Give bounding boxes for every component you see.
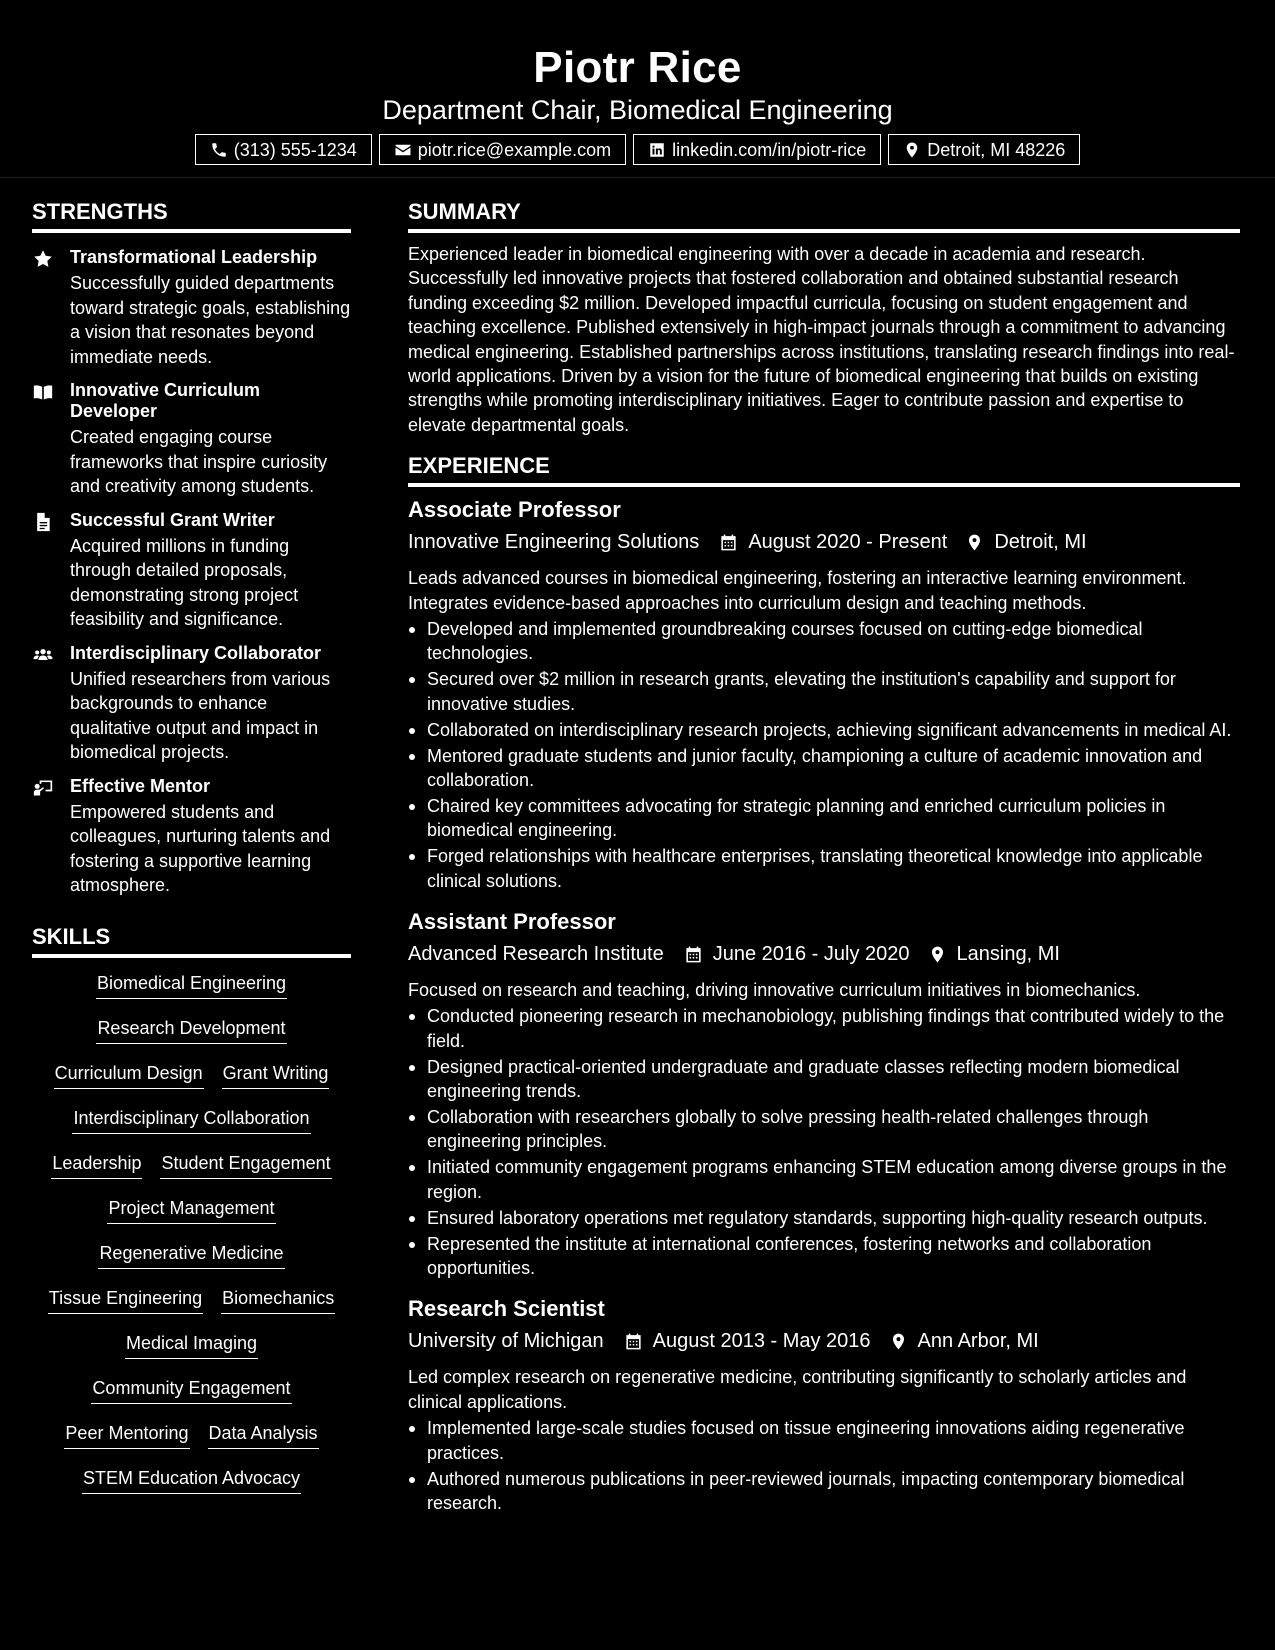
job-bullet: Represented the institute at international conferences, fostering networks and collaboration opportunities. [427, 1232, 1240, 1281]
calendar-icon [684, 945, 703, 964]
contact-phone[interactable] [195, 134, 372, 165]
right-column [408, 198, 1240, 1517]
job-title: Associate Professor [408, 497, 621, 523]
strength-title: Successful Grant Writer [70, 509, 275, 530]
contact-location[interactable] [888, 134, 1080, 165]
job-bullet: Authored numerous publications in peer-reviewed journals, impacting contemporary biomedical research. [427, 1467, 1240, 1516]
summary-text: Experienced leader in biomedical engineering with over a decade in academia and research. Successfully led innovative projects that fostered collaboration and obtained substantial research funding exceeding $2 million. Developed impactful curricula, focusing on student engagement and teaching excellence. Published extensively in high-impact journals through a commitment to advancing medical engineering. Established partnerships across institutions, translating research findings into real-world applications. Driven by a vision for the future of biomedical engineering that builds on existing strengths while promoting interdisciplinary initiatives. Eager to contribute passion and expertise to elevate departmental goals. [408, 244, 1235, 435]
chalkboard-teacher-icon [32, 778, 54, 798]
job-bullet: Collaboration with researchers globally to solve pressing health-related challenges through engineering principles. [427, 1105, 1240, 1154]
skill-row [32, 1017, 351, 1062]
skill-tag: Leadership [51, 1152, 142, 1179]
job-bullet: Conducted pioneering research in mechanobiology, publishing findings that contributed widely to the field. [427, 1004, 1240, 1053]
job-bullet: Designed practical-oriented undergraduate and graduate classes reflecting modern biomedical engineering trends. [427, 1055, 1240, 1104]
job-bullets [408, 617, 1240, 893]
contact-email-text: piotr.rice@example.com [417, 139, 612, 160]
experience-heading: EXPERIENCE [408, 452, 1240, 487]
job-bullet: Ensured laboratory operations met regulatory standards, supporting high-quality research outputs. [427, 1206, 1240, 1230]
candidate-headline: Department Chair, Biomedical Engineering [382, 95, 893, 125]
contact-phone-text: (313) 555-1234 [233, 139, 357, 160]
skill-tag: Project Management [107, 1197, 275, 1224]
job-bullet: Developed and implemented groundbreaking courses focused on cutting-edge biomedical technologies. [427, 617, 1240, 666]
job-meta [408, 1325, 1240, 1357]
skill-row [32, 1242, 351, 1287]
linkedin-icon [648, 141, 666, 159]
skills-list [32, 972, 351, 1512]
job-entry [408, 1294, 1240, 1515]
skill-row [32, 1107, 351, 1152]
strength-description: Acquired millions in funding through detailed proposals, demonstrating strong project feasibility and significance. [70, 535, 299, 629]
strength-description: Empowered students and colleagues, nurturing talents and fostering a supportive learning atmosphere. [70, 801, 331, 895]
job-bullet: Initiated community engagement programs enhancing STEM education among diverse groups in the region. [427, 1155, 1240, 1204]
map-pin-icon [889, 1332, 908, 1351]
strength-item [32, 380, 351, 499]
job-bullets [408, 1004, 1240, 1280]
job-location: Lansing, MI [956, 943, 1060, 966]
job-bullet: Chaired key committees advocating for strategic planning and enriched curriculum policies in biomedical engineering. [427, 794, 1240, 843]
job-location: Detroit, MI [994, 531, 1087, 554]
job-description: Led complex research on regenerative medicine, contributing significantly to scholarly articles and clinical applications. [408, 1367, 1187, 1412]
job-bullet: Forged relationships with healthcare enterprises, translating theoretical knowledge into applicable clinical solutions. [427, 844, 1240, 893]
map-pin-icon [903, 141, 921, 159]
job-bullet: Collaborated on interdisciplinary research projects, achieving significant advancements in medical AI. [427, 718, 1240, 742]
resume-header [0, 0, 1275, 178]
job-location: Ann Arbor, MI [917, 1330, 1039, 1353]
skill-tag: Student Engagement [160, 1152, 331, 1179]
strengths-list [32, 247, 351, 898]
skill-tag: Data Analysis [208, 1422, 319, 1449]
strength-description: Unified researchers from various backgrounds to enhance qualitative output and impact in biomedical projects. [70, 668, 331, 762]
skills-heading: SKILLS [32, 923, 351, 958]
skill-row [32, 972, 351, 1017]
job-meta [408, 526, 1240, 558]
phone-icon [210, 141, 228, 159]
job-bullet: Mentored graduate students and junior faculty, championing a culture of academic innovation and collaboration. [427, 744, 1240, 793]
strength-description: Successfully guided departments toward strategic goals, establishing a vision that resonates beyond immediate needs. [70, 273, 351, 367]
contact-location-text: Detroit, MI 48226 [927, 139, 1066, 160]
contact-linkedin[interactable] [633, 134, 881, 165]
strength-title: Interdisciplinary Collaborator [70, 642, 322, 663]
job-description: Leads advanced courses in biomedical engineering, fostering an interactive learning environment. Integrates evidence-based approaches into curriculum design and teaching methods. [408, 568, 1187, 613]
candidate-name: Piotr Rice [533, 43, 742, 92]
strength-title: Transformational Leadership [70, 247, 318, 267]
contact-linkedin-text: linkedin.com/in/piotr-rice [672, 139, 867, 160]
job-entry [408, 495, 1240, 893]
map-pin-icon [928, 945, 947, 964]
file-icon [32, 512, 54, 532]
skill-row [32, 1422, 351, 1467]
skill-row [32, 1377, 351, 1422]
strength-item [32, 643, 351, 765]
strength-title: Effective Mentor [70, 775, 211, 796]
left-column [32, 198, 351, 1512]
strengths-heading: STRENGTHS [32, 198, 351, 233]
skill-tag: Research Development [96, 1017, 286, 1044]
skill-tag: Medical Imaging [125, 1332, 258, 1359]
calendar-icon [624, 1332, 643, 1351]
summary-heading: SUMMARY [408, 198, 1240, 233]
contact-bar [0, 134, 1275, 165]
job-description: Focused on research and teaching, driving innovative curriculum initiatives in biomechanics. [408, 980, 1141, 1001]
strength-title: Innovative Curriculum Developer [70, 380, 261, 421]
map-pin-icon [965, 533, 984, 552]
skill-tag: Biomedical Engineering [96, 972, 287, 999]
skill-row [32, 1332, 351, 1377]
strength-item [32, 510, 351, 632]
job-title: Research Scientist [408, 1296, 605, 1322]
job-dates: June 2016 - July 2020 [712, 943, 910, 966]
job-dates: August 2020 - Present [748, 531, 948, 554]
strength-item [32, 776, 351, 898]
job-title: Assistant Professor [408, 909, 616, 935]
job-company: Innovative Engineering Solutions [408, 531, 700, 554]
skill-row [32, 1467, 351, 1512]
job-bullet: Secured over $2 million in research grants, elevating the institution's capability and support for innovative studies. [427, 667, 1240, 716]
skill-row [32, 1152, 351, 1197]
skill-tag: Regenerative Medicine [98, 1242, 284, 1269]
strength-item [32, 247, 351, 369]
job-bullets [408, 1416, 1240, 1515]
job-company: University of Michigan [408, 1330, 604, 1353]
skill-tag: Grant Writing [222, 1062, 330, 1089]
book-open-icon [32, 382, 54, 402]
skill-tag: Biomechanics [221, 1287, 335, 1314]
star-icon [32, 249, 54, 269]
calendar-icon [719, 533, 738, 552]
job-entry [408, 907, 1240, 1280]
skill-tag: STEM Education Advocacy [82, 1467, 301, 1494]
strength-description: Created engaging course frameworks that inspire curiosity and creativity among students. [70, 427, 328, 496]
job-meta [408, 938, 1240, 970]
job-bullet: Implemented large-scale studies focused on tissue engineering innovations aiding regenerative practices. [427, 1416, 1240, 1465]
skill-tag: Interdisciplinary Collaboration [72, 1107, 310, 1134]
experience-list [408, 495, 1240, 1515]
skill-tag: Tissue Engineering [48, 1287, 203, 1314]
contact-email[interactable] [379, 134, 626, 165]
skill-tag: Peer Mentoring [64, 1422, 189, 1449]
skill-tag: Community Engagement [91, 1377, 291, 1404]
skill-row [32, 1197, 351, 1242]
envelope-icon [394, 141, 412, 159]
job-dates: August 2013 - May 2016 [652, 1330, 871, 1353]
skill-row [32, 1287, 351, 1332]
skill-tag: Curriculum Design [54, 1062, 204, 1089]
users-icon [32, 645, 54, 665]
skill-row [32, 1062, 351, 1107]
job-company: Advanced Research Institute [408, 943, 664, 966]
